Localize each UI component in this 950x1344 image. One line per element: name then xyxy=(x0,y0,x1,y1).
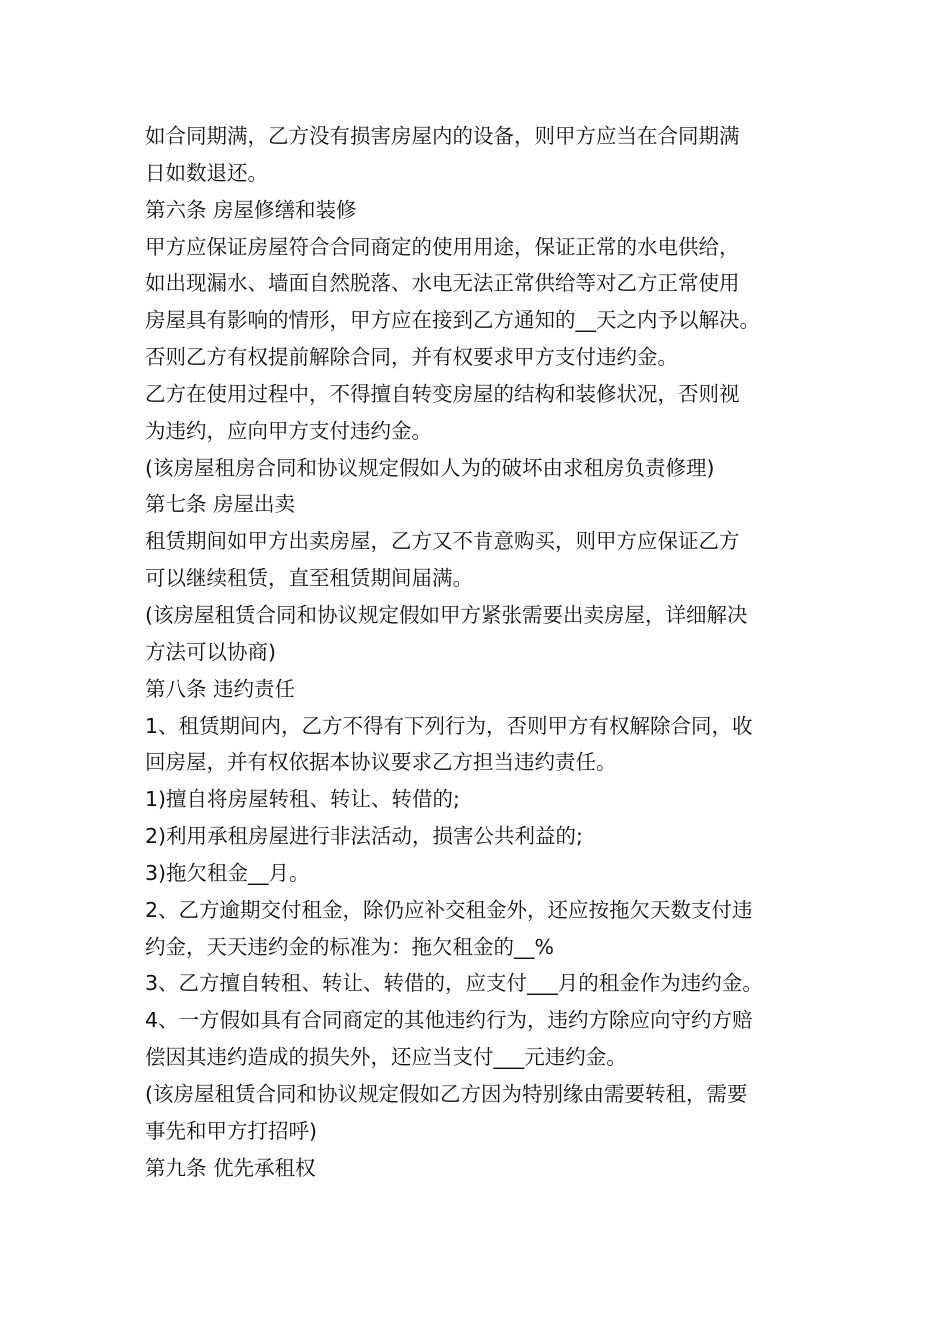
document-line: 回房屋，并有权依据本协议要求乙方担当违约责任。 xyxy=(145,750,617,775)
document-line: 第九条 优先承租权 xyxy=(145,1155,316,1180)
document-line: 第七条 房屋出卖 xyxy=(145,492,296,517)
document-body xyxy=(145,118,835,1186)
document-line: 日如数退还。 xyxy=(145,160,268,185)
document-line: 2)利用承租房屋进行非法活动，损害公共利益的; xyxy=(145,824,583,849)
document-line: 1、租赁期间内，乙方不得有下列行为，否则甲方有权解除合同，收 xyxy=(145,713,753,738)
document-line: 2、乙方逾期交付租金，除仍应补交租金外，还应按拖欠天数支付违 xyxy=(145,897,753,922)
document-line: 方法可以协商) xyxy=(145,639,276,664)
document-line: (该房屋租房合同和协议规定假如人为的破坏由求租房负责修理) xyxy=(145,455,715,480)
document-line: 否则乙方有权提前解除合同，并有权要求甲方支付违约金。 xyxy=(145,345,678,370)
document-line: 如合同期满，乙方没有损害房屋内的设备，则甲方应当在合同期满 xyxy=(145,124,740,148)
document-line: 第六条 房屋修缮和装修 xyxy=(145,197,357,222)
document-line: 偿因其违约造成的损失外，还应当支付___元违约金。 xyxy=(145,1045,627,1070)
document-line: 3、乙方擅自转租、转让、转借的，应支付___月的租金作为违约金。 xyxy=(145,971,763,996)
document-line: 房屋具有影响的情形，甲方应在接到乙方通知的__天之内予以解决。 xyxy=(145,308,760,333)
document-line: 第八条 违约责任 xyxy=(145,676,296,701)
document-line: 租赁期间如甲方出卖房屋，乙方又不肯意购买，则甲方应保证乙方 xyxy=(145,529,740,554)
document-line: 3)拖欠租金__月。 xyxy=(145,860,310,885)
document-line: 可以继续租赁，直至租赁期间届满。 xyxy=(145,566,473,591)
document-line: 事先和甲方打招呼) xyxy=(145,1118,317,1143)
document-line: (该房屋租赁合同和协议规定假如乙方因为特别缘由需要转租，需要 xyxy=(145,1081,748,1106)
document-line: 乙方在使用过程中，不得擅自转变房屋的结构和装修状况，否则视 xyxy=(145,381,740,406)
document-line: 4、一方假如具有合同商定的其他违约行为，违约方除应向守约方赔 xyxy=(145,1008,753,1033)
document-line: 为违约，应向甲方支付违约金。 xyxy=(145,418,432,443)
document-line: (该房屋租赁合同和协议规定假如甲方紧张需要出卖房屋，详细解决 xyxy=(145,602,748,627)
document-line: 约金，天天违约金的标准为：拖欠租金的__% xyxy=(145,934,554,959)
document-line: 如出现漏水、墙面自然脱落、水电无法正常供给等对乙方正常使用 xyxy=(145,271,740,296)
document-line: 甲方应保证房屋符合合同商定的使用用途，保证正常的水电供给， xyxy=(145,234,740,259)
document-line: 1)擅自将房屋转租、转让、转借的; xyxy=(145,787,460,812)
